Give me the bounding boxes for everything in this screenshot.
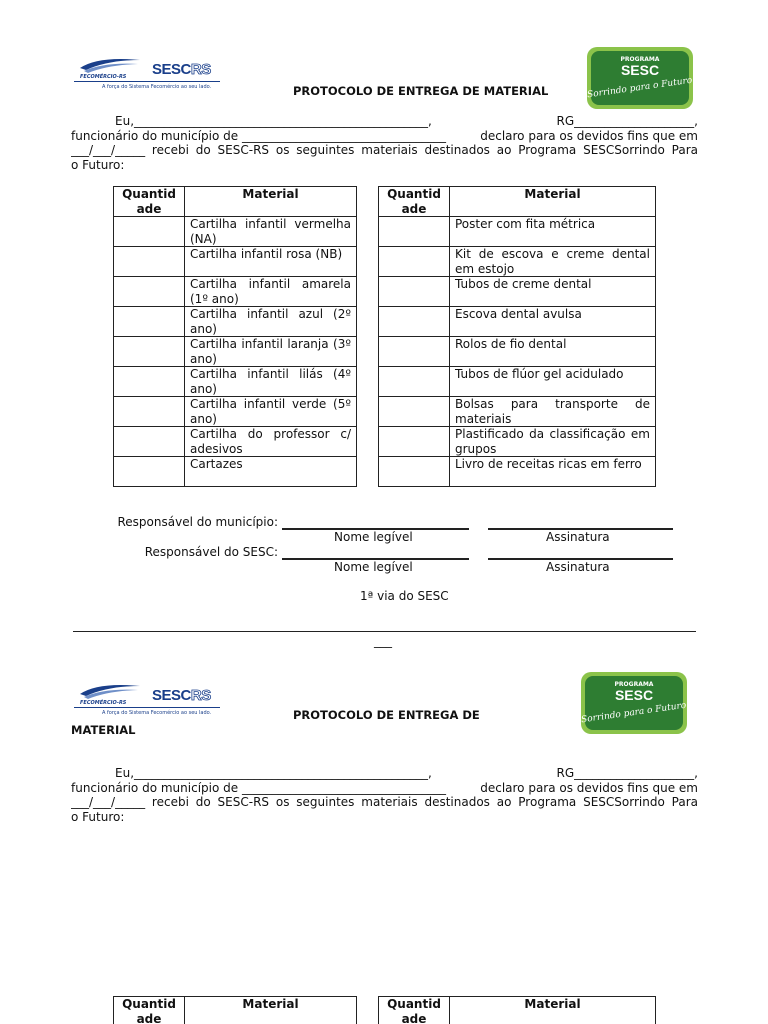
municipality-field-line[interactable]: funcionário do município de __________________________________ [71, 780, 446, 795]
quantity-cell[interactable] [379, 307, 450, 337]
quantity-cell[interactable] [379, 247, 450, 277]
quantity-cell[interactable] [114, 367, 185, 397]
table-row [379, 337, 656, 367]
logo-tagline: A força do Sistema Fecomércio ao seu lado. [102, 84, 212, 90]
material-cell: Cartilha infantil verde (5º ano) [185, 397, 357, 427]
quantity-cell[interactable] [114, 397, 185, 427]
fecomercio-sesc-logo: FECOMÉRCIO-RS SESCRS A força do Sistema Fecomércio ao seu lado. [74, 682, 220, 720]
table-row [114, 247, 357, 277]
material-header: Material [450, 187, 656, 217]
programa-sesc-logo [579, 670, 689, 736]
logo-tagline: A força do Sistema Fecomércio ao seu lado. [102, 710, 212, 716]
materials-table-left [113, 186, 357, 487]
quantity-cell[interactable] [114, 247, 185, 277]
table-row [114, 367, 357, 397]
rs-wordmark: RS [190, 61, 211, 78]
material-cell: Tubos de creme dental [450, 277, 656, 307]
quantity-cell[interactable] [379, 217, 450, 247]
materials-table-right [378, 996, 656, 1024]
material-cell: Cartilha infantil rosa (NB) [185, 247, 357, 277]
assinatura-label: Assinatura [546, 530, 610, 544]
declaration-paragraph [71, 766, 698, 824]
quantity-cell[interactable] [379, 337, 450, 367]
sesc-wordmark: SESC [152, 61, 191, 78]
programa-label: PROGRAMA [614, 681, 654, 688]
materials-table-right [378, 186, 656, 487]
table-row [379, 307, 656, 337]
quantity-header: Quantidade [379, 997, 450, 1024]
material-cell: Cartilha do professor c/ adesivos [185, 427, 357, 457]
material-cell: Cartilha infantil vermelha (NA) [185, 217, 357, 247]
swoosh-icon [78, 682, 142, 700]
sesc-wordmark: SESC [152, 687, 191, 704]
quantity-cell[interactable] [114, 427, 185, 457]
table-row [114, 457, 357, 487]
material-cell: Cartilha infantil amarela (1º ano) [185, 277, 357, 307]
material-cell: Rolos de fio dental [450, 337, 656, 367]
declaration-paragraph [71, 114, 698, 172]
assinatura-label: Assinatura [546, 560, 610, 574]
table-row [379, 277, 656, 307]
table-row [114, 397, 357, 427]
nome-legivel-label: Nome legível [334, 560, 413, 574]
material-cell: Escova dental avulsa [450, 307, 656, 337]
material-cell: Bolsas para transporte de materiais [450, 397, 656, 427]
material-header: Material [185, 997, 357, 1024]
quantity-header: Quantidade [114, 997, 185, 1024]
rs-wordmark: RS [190, 687, 211, 704]
name-field-line[interactable]: Eu,_________________________________________________, [115, 766, 432, 780]
material-cell: Cartilha infantil laranja (3º ano) [185, 337, 357, 367]
table-row [379, 427, 656, 457]
material-cell: Livro de receitas ricas em ferro [450, 457, 656, 487]
swoosh-icon [78, 56, 142, 74]
material-cell: Tubos de flúor gel acidulado [450, 367, 656, 397]
rg-field-line[interactable]: RG____________________, [556, 114, 698, 128]
via-label: 1ª via do SESC [360, 589, 449, 603]
material-cell: Plastificado da classificação em grupos [450, 427, 656, 457]
declaration-text: declaro para os devidos fins que em [480, 128, 698, 143]
programa-slogan: Sorrindo para o Futuro [580, 700, 687, 726]
table-row [379, 217, 656, 247]
page-title-cont: MATERIAL [71, 723, 136, 737]
table-row [114, 277, 357, 307]
quantity-cell[interactable] [114, 217, 185, 247]
municipality-field-line[interactable]: funcionário do município de __________________________________ [71, 128, 446, 143]
date-field-line[interactable]: ___/___/_____ recebi do SESC-RS os seguintes materiais destinados ao Programa SESCSorrindo Para [71, 143, 698, 157]
table-row [379, 457, 656, 487]
material-cell: Kit de escova e creme dental em estojo [450, 247, 656, 277]
fecomercio-sesc-logo: FECOMÉRCIO-RS SESCRS A força do Sistema Fecomércio ao seu lado. [74, 56, 220, 94]
page-title: PROTOCOLO DE ENTREGA DE [293, 708, 480, 722]
material-cell: Poster com fita métrica [450, 217, 656, 247]
quantity-cell[interactable] [379, 277, 450, 307]
quantity-cell[interactable] [114, 307, 185, 337]
quantity-cell[interactable] [379, 397, 450, 427]
quantity-header: Quantidade [114, 187, 185, 217]
cut-separator [73, 631, 696, 632]
programa-label: PROGRAMA [620, 56, 660, 63]
quantity-cell[interactable] [114, 277, 185, 307]
quantity-cell[interactable] [379, 367, 450, 397]
quantity-cell[interactable] [379, 457, 450, 487]
declaration-text: declaro para os devidos fins que em [480, 780, 698, 795]
rg-field-line[interactable]: RG____________________, [556, 766, 698, 780]
name-field-line[interactable]: Eu,_________________________________________________, [115, 114, 432, 128]
material-header: Material [450, 997, 656, 1024]
quantity-cell[interactable] [379, 427, 450, 457]
programa-slogan: Sorrindo para o Futuro [586, 75, 693, 101]
materials-table-left [113, 996, 357, 1024]
quantity-cell[interactable] [114, 457, 185, 487]
quantity-cell[interactable] [114, 337, 185, 367]
programa-sesc-text: SESC [620, 62, 660, 78]
table-row [114, 307, 357, 337]
declaration-end: o Futuro: [71, 157, 125, 172]
separator-tail: ___ [374, 634, 392, 648]
material-cell: Cartilha infantil azul (2º ano) [185, 307, 357, 337]
table-row [114, 337, 357, 367]
page-title: PROTOCOLO DE ENTREGA DE MATERIAL [293, 84, 549, 98]
table-row [379, 247, 656, 277]
resp-municipio-label: Responsável do município: [117, 515, 278, 529]
table-row [379, 367, 656, 397]
quantity-header: Quantidade [379, 187, 450, 217]
material-cell: Cartazes [185, 457, 357, 487]
material-cell: Cartilha infantil lilás (4º ano) [185, 367, 357, 397]
table-row [114, 217, 357, 247]
nome-legivel-label: Nome legível [334, 530, 413, 544]
table-row [379, 397, 656, 427]
date-field-line[interactable]: ___/___/_____ recebi do SESC-RS os seguintes materiais destinados ao Programa SESCSorrindo Para [71, 795, 698, 809]
resp-sesc-label: Responsável do SESC: [144, 545, 278, 559]
programa-sesc-text: SESC [614, 687, 654, 703]
material-header: Material [185, 187, 357, 217]
programa-sesc-logo [585, 45, 695, 111]
table-row [114, 427, 357, 457]
declaration-end: o Futuro: [71, 809, 125, 824]
